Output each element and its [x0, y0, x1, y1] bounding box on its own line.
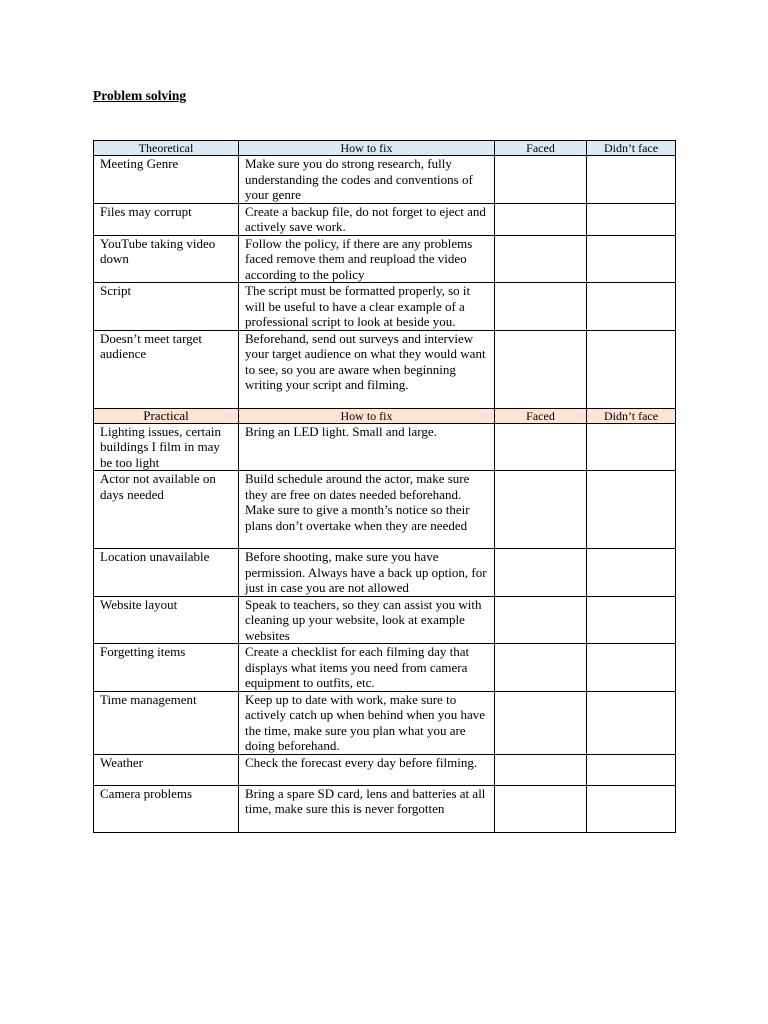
faced-cell: [495, 235, 587, 283]
fix-cell: Before shooting, make sure you have permission. Always have a back up option, for just in case you are not allowed: [239, 549, 495, 597]
header-didnt-face: Didn’t face: [587, 141, 676, 156]
table-row: [94, 283, 676, 331]
didnt-face-cell: [587, 423, 676, 471]
header-faced: Faced: [495, 408, 587, 423]
problem-cell: YouTube taking video down: [94, 235, 239, 283]
fix-cell: Create a backup file, do not forget to eject and actively save work.: [239, 203, 495, 235]
didnt-face-cell: [587, 549, 676, 597]
table-row: [94, 785, 676, 832]
table-row: [94, 203, 676, 235]
problem-cell: Meeting Genre: [94, 156, 239, 204]
faced-cell: [495, 423, 587, 471]
faced-cell: [495, 471, 587, 549]
fix-cell: Follow the policy, if there are any problems faced remove them and reupload the video according to the policy: [239, 235, 495, 283]
didnt-face-cell: [587, 235, 676, 283]
problem-cell: Doesn’t meet target audience: [94, 330, 239, 408]
table-row: [94, 235, 676, 283]
fix-cell: Keep up to date with work, make sure to actively catch up when behind when you have the time, make sure you plan what you are doing beforehand.: [239, 691, 495, 754]
table-row: [94, 691, 676, 754]
problem-cell: Location unavailable: [94, 549, 239, 597]
didnt-face-cell: [587, 785, 676, 832]
table-row: [94, 423, 676, 471]
practical-header-row: [94, 408, 676, 423]
table-row: [94, 644, 676, 692]
table-row: [94, 156, 676, 204]
table-row: [94, 330, 676, 408]
fix-cell: Beforehand, send out surveys and interview your target audience on what they would want to see, so you are aware when beginning writing your script and filming.: [239, 330, 495, 408]
fix-cell: The script must be formatted properly, so it will be useful to have a clear example of a professional script to look at beside you.: [239, 283, 495, 331]
problem-cell: Weather: [94, 754, 239, 785]
fix-cell: Create a checklist for each filming day that displays what items you need from camera equipment to outfits, etc.: [239, 644, 495, 692]
didnt-face-cell: [587, 471, 676, 549]
fix-cell: Bring an LED light. Small and large.: [239, 423, 495, 471]
problem-solving-table: [93, 140, 676, 833]
fix-cell: Make sure you do strong research, fully understanding the codes and conventions of your genre: [239, 156, 495, 204]
table-row: [94, 549, 676, 597]
header-faced: Faced: [495, 141, 587, 156]
faced-cell: [495, 203, 587, 235]
header-how-to-fix: How to fix: [239, 141, 495, 156]
fix-cell: Build schedule around the actor, make sure they are free on dates needed beforehand. Make sure to give a month’s notice so their plans don’t overtake when they are needed: [239, 471, 495, 549]
faced-cell: [495, 330, 587, 408]
didnt-face-cell: [587, 283, 676, 331]
faced-cell: [495, 691, 587, 754]
didnt-face-cell: [587, 754, 676, 785]
fix-cell: Speak to teachers, so they can assist you with cleaning up your website, look at example websites: [239, 596, 495, 644]
didnt-face-cell: [587, 156, 676, 204]
header-didnt-face: Didn’t face: [587, 408, 676, 423]
faced-cell: [495, 754, 587, 785]
header-practical: Practical: [94, 408, 239, 423]
table-row: [94, 754, 676, 785]
page-title: Problem solving: [93, 88, 187, 103]
problem-cell: Files may corrupt: [94, 203, 239, 235]
problem-cell: Lighting issues, certain buildings I film in may be too light: [94, 423, 239, 471]
fix-cell: Check the forecast every day before filming.: [239, 754, 495, 785]
table-row: [94, 596, 676, 644]
problem-cell: Camera problems: [94, 785, 239, 832]
faced-cell: [495, 644, 587, 692]
didnt-face-cell: [587, 644, 676, 692]
problem-cell: Time management: [94, 691, 239, 754]
header-how-to-fix: How to fix: [239, 408, 495, 423]
faced-cell: [495, 156, 587, 204]
didnt-face-cell: [587, 203, 676, 235]
didnt-face-cell: [587, 691, 676, 754]
didnt-face-cell: [587, 330, 676, 408]
problem-cell: Actor not available on days needed: [94, 471, 239, 549]
faced-cell: [495, 283, 587, 331]
didnt-face-cell: [587, 596, 676, 644]
fix-cell: Bring a spare SD card, lens and batteries at all time, make sure this is never forgotten: [239, 785, 495, 832]
faced-cell: [495, 785, 587, 832]
faced-cell: [495, 596, 587, 644]
header-theoretical: Theoretical: [94, 141, 239, 156]
problem-cell: Forgetting items: [94, 644, 239, 692]
table-row: [94, 471, 676, 549]
problem-cell: Website layout: [94, 596, 239, 644]
theoretical-header-row: [94, 141, 676, 156]
problem-cell: Script: [94, 283, 239, 331]
faced-cell: [495, 549, 587, 597]
